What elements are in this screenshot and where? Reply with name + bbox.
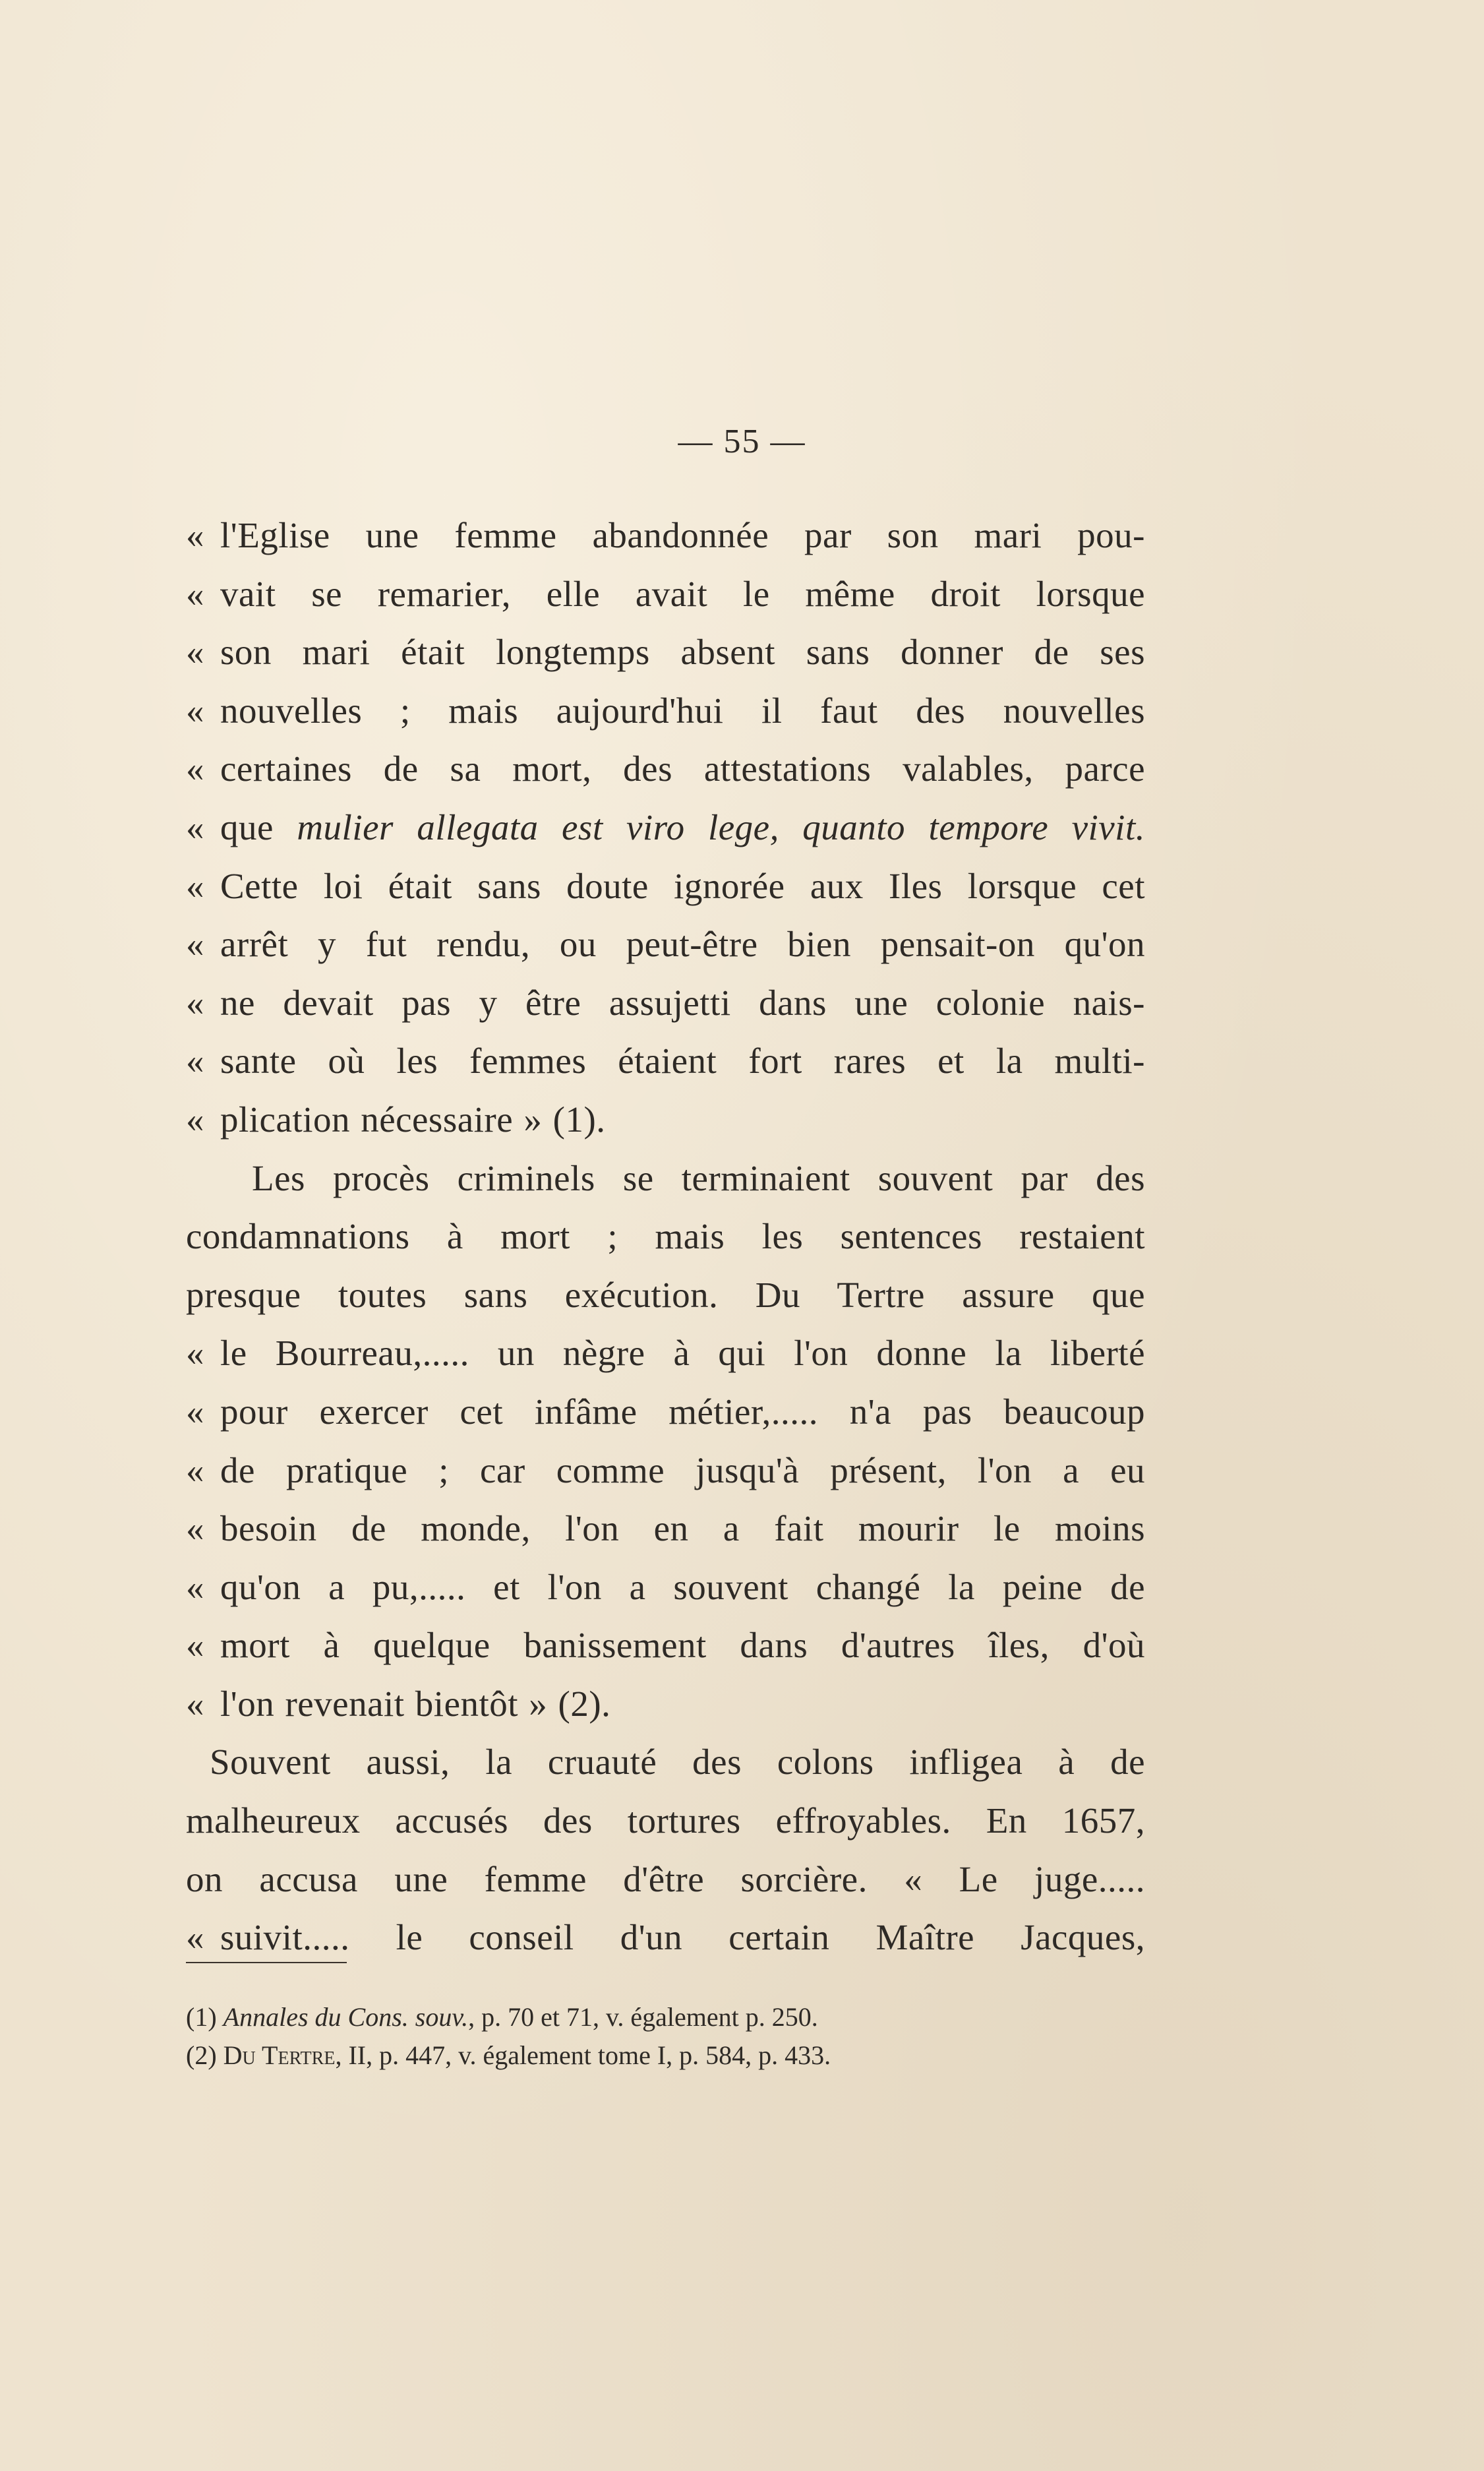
text-line [186,1675,1145,1734]
italic-text: mulier allegata est viro lege, quanto tempore vivit. [297,807,1145,847]
line-text: Souvent aussi, la cruauté des colons infligea à de [210,1742,1145,1783]
quote-mark: « [186,924,204,965]
footnote-text: (2) [186,2040,223,2070]
text-line [186,974,1145,1033]
text-line [186,682,1145,741]
line-text: l'Eglise une femme abandonnée par son mari pou- [220,515,1145,555]
quote-mark: « [186,865,204,906]
line-text: son mari était longtemps absent sans donner de ses [220,632,1145,673]
line-text: suivit..... le conseil d'un certain Maître Jacques, [220,1917,1145,1958]
text-line [186,1091,1145,1149]
text-line [186,1324,1145,1383]
text-line [186,740,1145,799]
body-text [186,506,1145,1967]
line-text: on accusa une femme d'être sorcière. « Le juge..... [186,1858,1145,1899]
line-text: l'on revenait bientôt » (2). [220,1683,611,1724]
quote-mark: « [186,1625,204,1666]
line-text: condamnations à mort ; mais les sentences restaient [186,1216,1145,1257]
text-line [186,565,1145,624]
quote-mark: « [186,748,204,789]
quote-mark: « [186,690,204,731]
footnote-text: Annales du Cons. souv. [223,2002,469,2032]
text-line [186,857,1145,916]
text-line [186,1207,1145,1266]
text-line [186,1442,1145,1500]
text-line [186,1908,1145,1967]
quote-mark: « [186,573,204,614]
text-line [186,1558,1145,1617]
line-text: certaines de sa mort, des attestations valables, parce [220,748,1145,789]
line-text: presque toutes sans exécution. Du Tertre assure que [186,1274,1145,1315]
line-text: besoin de monde, l'on en a fait mourir le moins [220,1508,1145,1549]
quote-mark: « [186,1333,204,1374]
line-text: qu'on a pu,..... et l'on a souvent changé la peine de [220,1566,1145,1607]
footnote-text: Du Tertre [223,2040,336,2070]
line-text: de pratique ; car comme jusqu'à présent, l'on a eu [220,1449,1145,1490]
footnote-rule [186,1962,347,1963]
quote-mark: « [186,632,204,673]
footnote-text: , p. 70 et 71, v. également p. 250. [468,2002,818,2032]
text-line [186,799,1145,857]
text-line [186,1149,1145,1208]
quote-mark: « [186,1683,204,1724]
quote-mark: « [186,1449,204,1490]
quote-mark: « [186,1508,204,1549]
text-line [186,1383,1145,1442]
quote-mark: « [186,982,204,1023]
quote-mark: « [186,1099,204,1140]
line-text: ne devait pas y être assujetti dans une colonie nais- [220,982,1145,1023]
line-text: pour exercer cet infâme métier,..... n'a pas beaucoup [220,1391,1145,1432]
line-text: que [220,807,297,847]
line-text: le Bourreau,..... un nègre à qui l'on donne la liberté [220,1333,1145,1374]
line-text: sante où les femmes étaient fort rares et la multi- [220,1041,1145,1082]
text-line [186,1500,1145,1558]
line-text: mort à quelque banissement dans d'autres îles, d'où [220,1625,1145,1666]
text-line [186,1792,1145,1850]
quote-mark: « [186,1566,204,1607]
page-number: — 55 — [678,423,806,460]
quote-mark: « [186,515,204,555]
text-line [186,506,1145,565]
text-line [186,623,1145,682]
footnote [186,2036,1142,2075]
text-line [186,1032,1145,1091]
line-text: vait se remarier, elle avait le même droit lorsque [220,573,1145,614]
line-text: Cette loi était sans doute ignorée aux Iles lorsque cet [220,865,1145,906]
footnotes [186,1998,1142,2075]
footnote-text: (1) [186,2002,223,2032]
quote-mark: « [186,1391,204,1432]
quote-mark: « [186,1041,204,1082]
text-line [186,1266,1145,1325]
footnote [186,1998,1142,2036]
quote-mark: « [186,807,204,847]
line-text: arrêt y fut rendu, ou peut-être bien pensait-on qu'on [220,924,1145,965]
text-line [186,915,1145,974]
text-line [186,1616,1145,1675]
footnote-text: , II, p. 447, v. également tome I, p. 584, p. 433. [335,2040,831,2070]
line-text: malheureux accusés des tortures effroyables. En 1657, [186,1800,1145,1841]
line-text: plication nécessaire » (1). [220,1099,606,1140]
text-line [186,1850,1145,1909]
text-line [186,1733,1145,1792]
line-text: nouvelles ; mais aujourd'hui il faut des nouvelles [220,690,1145,731]
quote-mark: « [186,1917,204,1958]
line-text: Les procès criminels se terminaient souvent par des [252,1157,1145,1198]
